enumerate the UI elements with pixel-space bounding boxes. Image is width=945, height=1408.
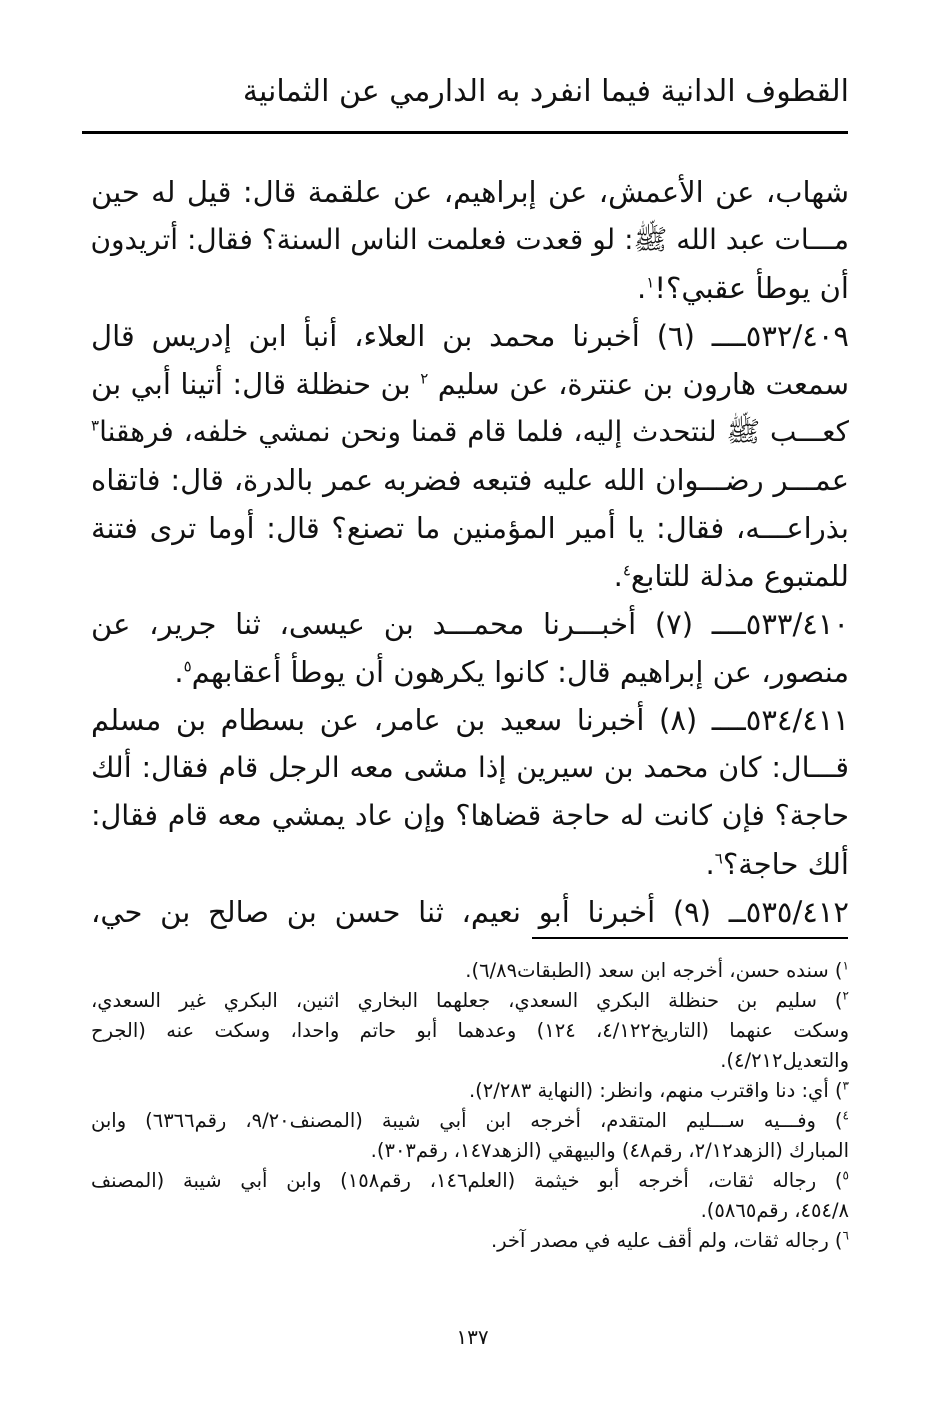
text-line: منصور، عن إبراهيم قال: كانوا يكرهون أن يوطأ أعقابهم$^٥$. <box>174 655 849 689</box>
footnotes <box>91 956 849 1256</box>
header-rule <box>82 131 848 134</box>
text-line: شهاب، عن الأعمش، عن إبراهيم، عن علقمة قال: قيل له حين <box>91 175 849 209</box>
page-number: ١٣٧ <box>456 1325 489 1349</box>
note-ref: ٦ <box>714 849 723 868</box>
main-text <box>91 168 849 936</box>
footnote-3: $^٣$) أي: دنا واقترب منهم، وانظر: (النهاية ٢/٢٨٣). <box>468 1078 849 1102</box>
text-line: حاجة؟ فإن كانت له حاجة قضاها؟ وإن عاد يمشي معه قام فقال: <box>91 799 849 832</box>
footnote-1: $^١$) سنده حسن، أخرجه ابن سعد (الطبقات٦/٨٩). <box>465 958 849 982</box>
footnote-6: $^٦$) رجاله ثقات، ولم أقف عليه في مصدر آخر. <box>490 1228 849 1252</box>
text-line: ألك حاجة؟$^٦$. <box>705 847 849 881</box>
footnote-line: وسكت عنهما (التاريخ٤/١٢٢، ١٢٤) وعدهما أبو حاتم واحدا، وسكت عنه (الجرح <box>91 1019 849 1042</box>
hadith-411: ٥٣٤/٤١١ــــ (٨) أخبرنا سعيد بن عامر، عن بسطام بن مسلم <box>91 703 849 737</box>
text-line: أن يوطأ عقبي؟!$^١$. <box>637 271 849 305</box>
hadith-412: ٥٣٥/٤١٢ــ (٩) أخبرنا أبو نعيم، ثنا حسن بن صالح بن حي، <box>91 895 849 929</box>
footnote-line: والتعديل٤/٢١٢). <box>720 1049 849 1072</box>
text-line: مـــات عبد الله ﷺ: لو قعدت فعلمت الناس السنة؟ فقال: أتريدون <box>90 223 849 256</box>
hadith-410: ٥٣٣/٤١٠ــــ (٧) أخبـــرنا محمـــد بن عيسى، ثنا جرير، عن <box>91 607 849 641</box>
note-ref: ٤ <box>622 561 631 580</box>
footnote-4: $^٤$) وفـــيه ســـليم المتقدم، أخرجه ابن أبي شيبة (المصنف٩/٢٠، رقم٦٣٦٦) وابن <box>91 1108 849 1132</box>
footnote-line: المبارك (الزهد٢/١٢، رقم٤٨) والبيهقي (الزهد١٤٧، رقم٣٠٣). <box>370 1139 849 1162</box>
text-line: كعـــب ﷺ لنتحدث إليه، فلما قام قمنا ونحن نمشي خلفه، فرهقنا$^٣$ <box>91 415 849 448</box>
footnote-separator <box>532 937 848 939</box>
text-line: عمـــر رضـــوان الله عليه فتبعه فضربه عمر بالدرة، قال: فاتقاه <box>91 463 849 497</box>
note-ref: ٥ <box>183 657 192 676</box>
text-line: سمعت هارون بن عنترة، عن سليم $^٢$ بن حنظلة قال: أتينا أبي بن <box>91 367 850 401</box>
note-ref: ٣ <box>91 416 100 435</box>
running-header: القطوف الدانية فيما انفرد به الدارمي عن الثمانية <box>242 74 849 109</box>
footnote-5: $^٥$) رجاله ثقات، أخرجه أبو خيثمة (العلم١٤٦، رقم١٥٨) وابن أبي شيبة (المصنف <box>91 1168 849 1192</box>
text-line: قـــال: كان محمد بن سيرين إذا مشى معه الرجل قام فقال: ألك <box>91 751 849 784</box>
footnote-line: ٤٥٤/٨، رقم٥٨٦٥). <box>700 1199 849 1222</box>
text-line: للمتبوع مذلة للتابع$^٤$. <box>613 559 849 593</box>
text-line: بذراعـــه، فقال: يا أمير المؤمنين ما تصنع؟ قال: أوما ترى فتنة <box>91 511 849 545</box>
note-ref: ٢ <box>420 369 429 388</box>
footnote-2: $^٢$) سليم بن حنظلة البكري السعدي، جعلهما البخاري اثنين، البكري غير السعدي، <box>91 988 849 1012</box>
note-ref: ١ <box>646 273 655 292</box>
hadith-409: ٥٣٢/٤٠٩ــــ (٦) أخبرنا محمد بن العلاء، أنبأ ابن إدريس قال <box>91 319 849 353</box>
